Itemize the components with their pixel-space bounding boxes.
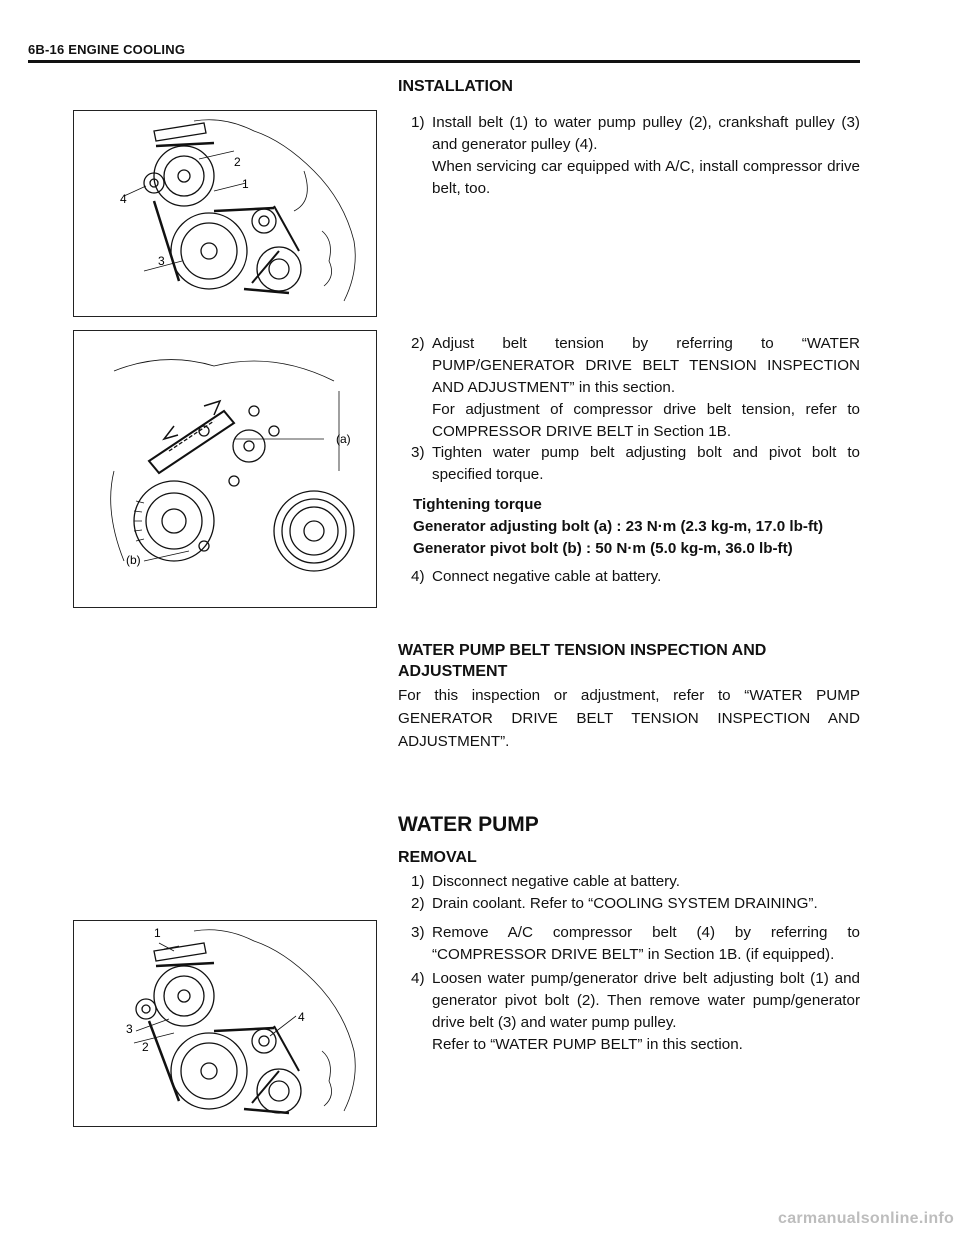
water-pump-heading: WATER PUMP: [398, 813, 539, 836]
fig2-label-b: (b): [126, 553, 141, 567]
watermark: carmanualsonline.info: [778, 1210, 955, 1227]
fig1-label-4: 4: [120, 192, 127, 206]
step-number: 4): [411, 970, 425, 987]
step-note: Refer to “WATER PUMP BELT” in this section.: [432, 1036, 743, 1053]
fig3-label-4: 4: [298, 1010, 305, 1024]
removal-heading: REMOVAL: [398, 849, 477, 866]
inspection-text: For this inspection or adjustment, refer to “WATER PUMP GENERATOR DRIVE BELT TENSION INSPECTION AND ADJUSTMENT”.: [398, 687, 860, 750]
step-number: 2): [411, 335, 425, 352]
step-text: Install belt (1) to water pump pulley (2), crankshaft pulley (3) and generator pulley (4).: [432, 114, 860, 153]
step-text: Disconnect negative cable at battery.: [432, 873, 680, 890]
step-number: 3): [411, 924, 425, 941]
installation-step-4: [411, 566, 860, 588]
belt-installation-diagram: [74, 111, 376, 316]
header-rule: [28, 60, 860, 63]
removal-step-4: [411, 968, 860, 1056]
step-text: Tighten water pump belt adjusting bolt and pivot bolt to specified torque.: [432, 444, 860, 483]
installation-heading: INSTALLATION: [398, 78, 513, 95]
step-note: When servicing car equipped with A/C, install compressor drive belt, too.: [432, 158, 860, 197]
fig3-label-3: 3: [126, 1022, 133, 1036]
fig1-label-3: 3: [158, 254, 165, 268]
water-pump-removal-diagram: [74, 921, 376, 1126]
step-number: 1): [411, 114, 425, 131]
step-text: Adjust belt tension by referring to “WATER PUMP/GENERATOR DRIVE BELT TENSION INSPECTION AND ADJUSTMENT” in this section.: [432, 335, 860, 396]
step-number: 3): [411, 444, 425, 461]
fig3-label-2: 2: [142, 1040, 149, 1054]
installation-step-1: [411, 112, 860, 200]
belt-adjustment-diagram: [74, 331, 376, 607]
fig1-label-1: 1: [242, 177, 249, 191]
step-text: Loosen water pump/generator drive belt adjusting bolt (1) and generator pivot bolt (2). Then remove water pump/generator drive belt (3) and water pump pulley.: [432, 970, 860, 1031]
step-text: Remove A/C compressor belt (4) by referring to “COMPRESSOR DRIVE BELT” in Section 1B. (if equipped).: [432, 924, 860, 963]
step-number: 4): [411, 568, 425, 585]
removal-step-2: [411, 893, 860, 915]
torque-adjusting-bolt: Generator adjusting bolt (a) : 23 N·m (2.3 kg-m, 17.0 lb-ft): [413, 518, 824, 535]
removal-step-1: [411, 871, 860, 893]
figure-water-pump-removal: [73, 920, 377, 1127]
removal-step-3: [411, 922, 860, 966]
page-header: 6B-16 ENGINE COOLING: [28, 42, 186, 57]
step-number: 2): [411, 895, 425, 912]
step-note: For adjustment of compressor drive belt tension, refer to COMPRESSOR DRIVE BELT in Section 1B.: [432, 401, 860, 440]
inspection-heading: WATER PUMP BELT TENSION INSPECTION AND ADJUSTMENT: [398, 642, 767, 680]
step-number: 1): [411, 873, 425, 890]
figure-belt-installation: [73, 110, 377, 317]
torque-spec: [413, 494, 863, 560]
torque-title: Tightening torque: [413, 496, 542, 513]
step-text: Drain coolant. Refer to “COOLING SYSTEM DRAINING”.: [432, 895, 818, 912]
fig2-label-a: (a): [336, 432, 351, 446]
figure-belt-adjustment: [73, 330, 377, 608]
torque-pivot-bolt: Generator pivot bolt (b) : 50 N·m (5.0 kg-m, 36.0 lb-ft): [413, 540, 793, 557]
fig3-label-1: 1: [154, 926, 161, 940]
installation-step-2: [411, 333, 860, 443]
installation-step-3: [411, 442, 860, 486]
step-text: Connect negative cable at battery.: [432, 568, 662, 585]
fig1-label-2: 2: [234, 155, 241, 169]
